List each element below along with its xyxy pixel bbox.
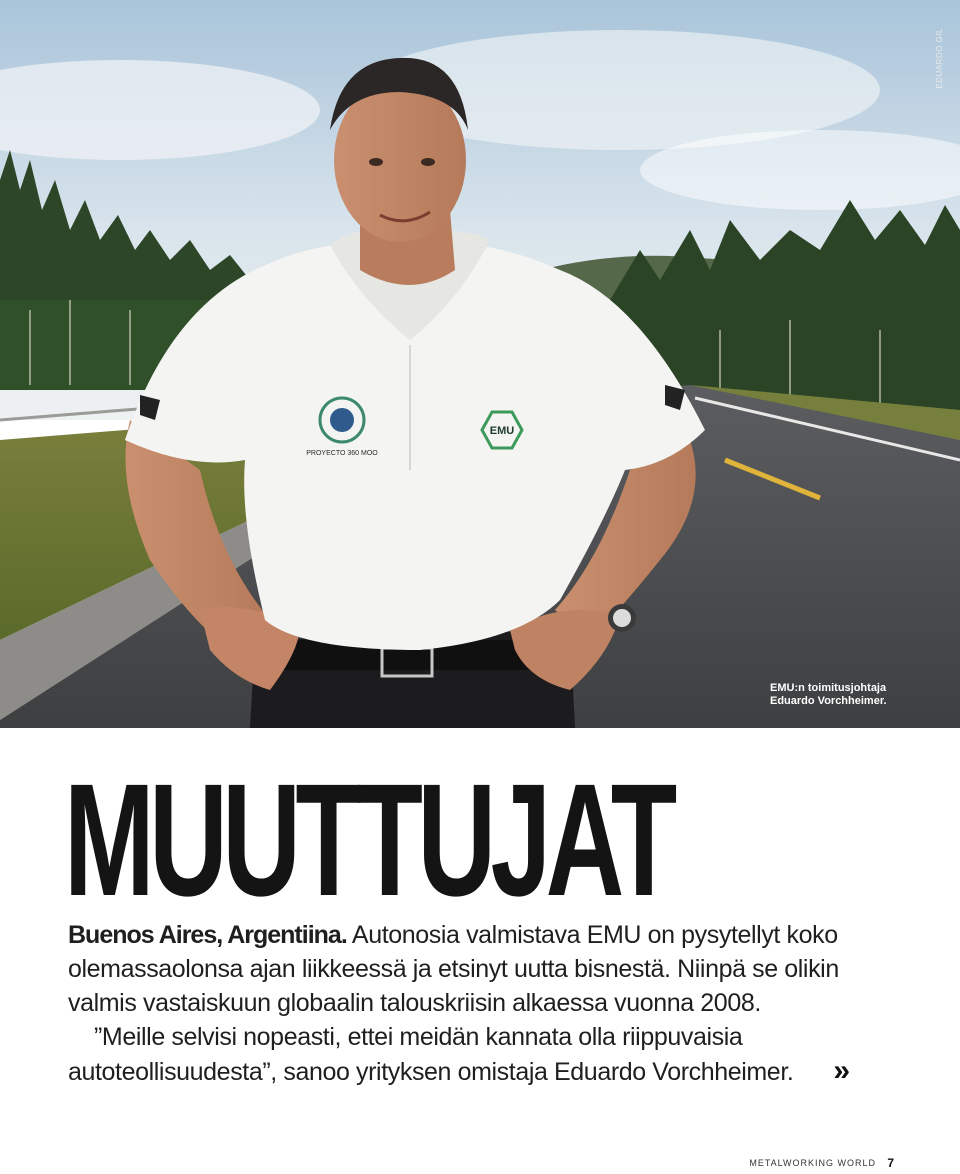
photo-caption bbox=[770, 682, 950, 708]
shirt-logo-right-text: EMU bbox=[489, 425, 515, 437]
caption-line-1: EMU:n toimitusjohtaja bbox=[770, 682, 887, 694]
article-headline: MUUTTUJAT bbox=[64, 750, 672, 929]
shirt-logo-left-text: PROYECTO 360 MOO bbox=[306, 450, 378, 457]
publication-name bbox=[749, 1158, 876, 1168]
page-number: 7 bbox=[887, 1156, 894, 1170]
photo-credit: EDUARDO GIL bbox=[935, 28, 944, 89]
continue-arrow-icon: » bbox=[833, 1054, 845, 1087]
article-body bbox=[68, 918, 878, 1089]
article-paragraph-2 bbox=[68, 1020, 878, 1089]
article-paragraph-2-text: ”Meille selvisi nopeasti, ettei meidän kannata olla riippuvaisia autoteollisuudesta”, sanoo yrityksen omistaja Eduardo Vorchheimer. bbox=[68, 1023, 794, 1086]
caption-line-2: Eduardo Vorchheimer. bbox=[770, 695, 887, 707]
publication-name-text: METALWORKING WORLD bbox=[749, 1158, 876, 1168]
article-lead: Buenos Aires, Argentiina. bbox=[68, 921, 347, 949]
article-paragraph-1-text: Autonosia valmistava EMU on pysytellyt koko olemassaolonsa ajan liikkeessä ja etsinyt uutta bisnestä. Niinpä se olikin valmis vastaiskuun globaalin talouskriisin alkaessa vuonna 2008. bbox=[68, 921, 839, 1017]
article-paragraph-1 bbox=[68, 918, 878, 1020]
